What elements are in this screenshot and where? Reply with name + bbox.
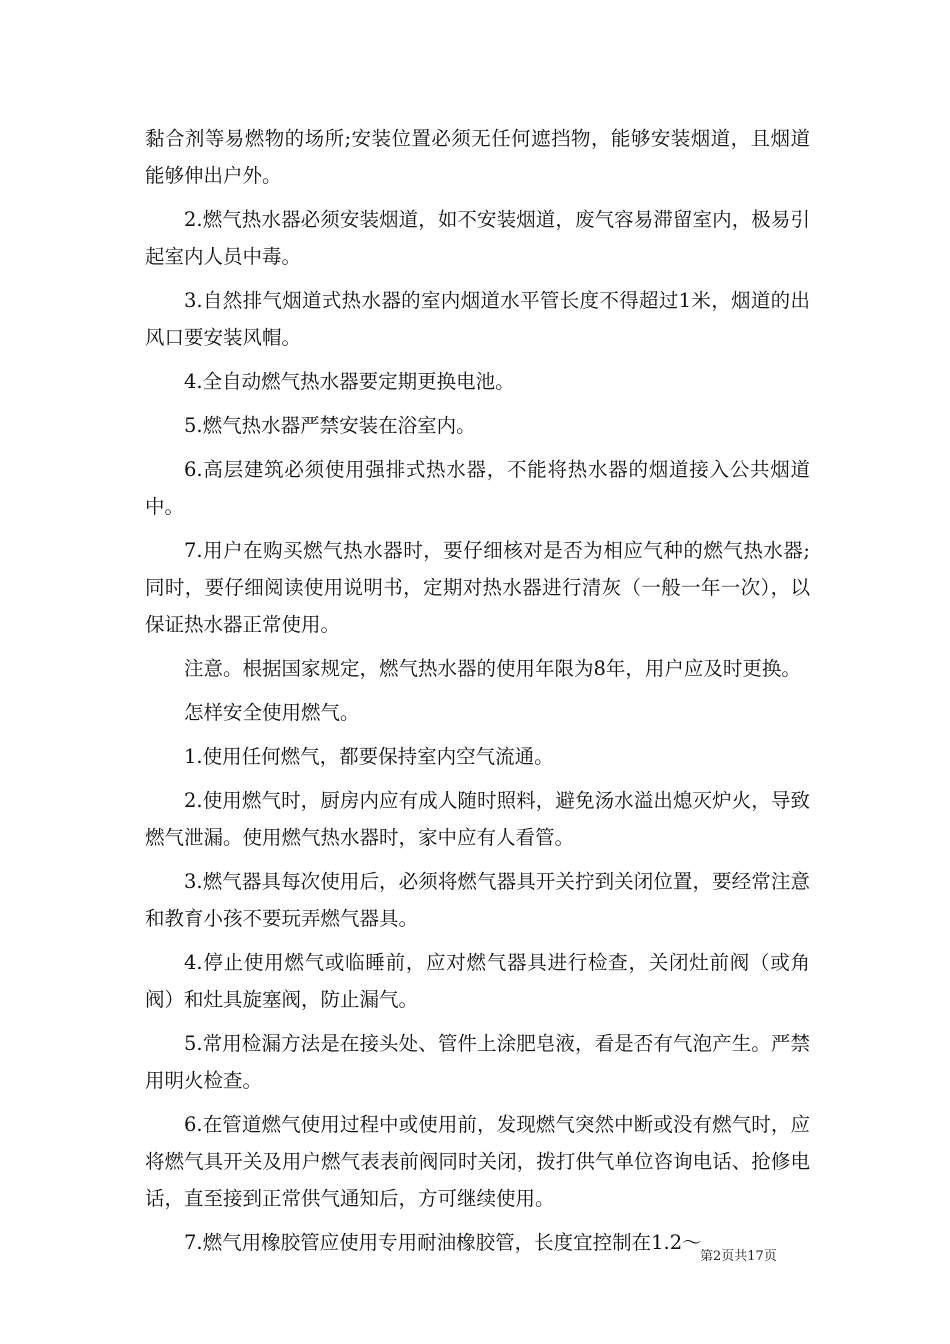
paragraph-item: 4.停止使用燃气或临睡前，应对燃气器具进行检查，关闭灶前阀（或角阀）和灶具旋塞阀，防止漏气。: [145, 951, 810, 1011]
paragraph-item: 6.在管道燃气使用过程中或使用前，发现燃气突然中断或没有燃气时，应将燃气具开关及用户燃气表表前阀同时关闭，拨打供气单位咨询电话、抢修电话，直至接到正常供气通知后，方可继续使用。: [145, 1113, 810, 1210]
paragraph-item: 5.常用检漏方法是在接头处、管件上涂肥皂液，看是否有气泡产生。严禁用明火检查。: [145, 1032, 810, 1092]
paragraph-item: 1.使用任何燃气，都要保持室内空气流通。: [184, 745, 554, 768]
paragraph-item: 6.高层建筑必须使用强排式热水器，不能将热水器的烟道接入公共烟道中。: [145, 458, 810, 518]
paragraph-continuation: 黏合剂等易燃物的场所;安装位置必须无任何遮挡物，能够安装烟道，且烟道能够伸出户外。: [145, 127, 810, 187]
paragraph-note: 注意。根据国家规定，燃气热水器的使用年限为8年，用户应及时更换。: [184, 657, 801, 680]
paragraph-item: 2.燃气热水器必须安装烟道，如不安装烟道，废气容易滞留室内，极易引起室内人员中毒。: [145, 208, 810, 268]
document-body: [145, 120, 810, 1268]
paragraph-item: 2.使用燃气时，厨房内应有成人随时照料，避免汤水溢出熄灭炉火，导致燃气泄漏。使用燃气热水器时，家中应有人看管。: [145, 789, 810, 849]
paragraph-item: 3.燃气器具每次使用后，必须将燃气器具开关拧到关闭位置，要经常注意和教育小孩不要玩弄燃气器具。: [145, 870, 810, 930]
paragraph-item: 4.全自动燃气热水器要定期更换电池。: [184, 370, 515, 393]
page-number: 第2页共17页: [700, 1249, 777, 1264]
paragraph-item: 7.燃气用橡胶管应使用专用耐油橡胶管，长度宜控制在1.2～: [184, 1231, 702, 1254]
paragraph-item: 5.燃气热水器严禁安装在浴室内。: [184, 414, 476, 437]
section-heading: 怎样安全使用燃气。: [184, 701, 360, 724]
paragraph-item: 3.自然排气烟道式热水器的室内烟道水平管长度不得超过1米，烟道的出风口要安装风帽。: [145, 289, 810, 349]
paragraph-item: 7.用户在购买燃气热水器时，要仔细核对是否为相应气种的燃气热水器;同时，要仔细阅读使用说明书，定期对热水器进行清灰（一般一年一次），以保证热水器正常使用。: [145, 539, 810, 636]
